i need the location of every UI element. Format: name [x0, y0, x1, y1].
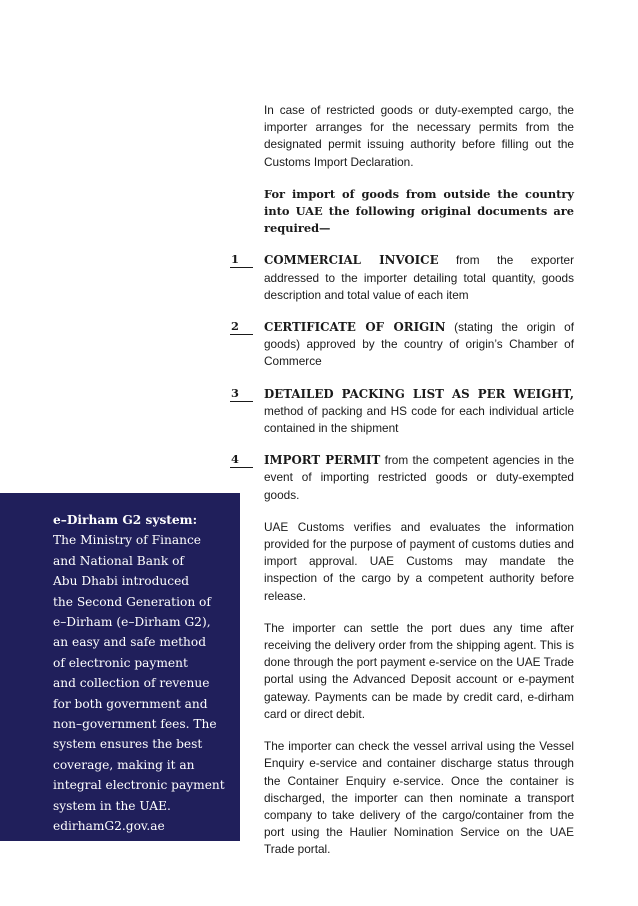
sidebar-line: Abu Dhabi introduced	[53, 574, 190, 589]
sidebar-line: system ensures the best	[53, 737, 203, 752]
sidebar-line: for both government and	[53, 696, 208, 711]
sidebar-line: non–government fees. The	[53, 717, 217, 732]
vessel-paragraph: The importer can check the vessel arrival using the Vessel Enquiry e-service and container discharge status through the Container Enquiry e-service. Once the container is discharged, the importer can then nominate a transport company to take delivery of the cargo/container from the port using the Haulier Nomination Service on the UAE Trade portal.	[264, 739, 574, 857]
list-item	[231, 452, 574, 504]
sidebar-line: an easy and safe method	[53, 635, 207, 650]
sidebar-line: the Second Generation of	[53, 594, 211, 609]
item-number: 4	[230, 452, 253, 468]
item-text: (stating the origin of goods) approved by the country of origin’s Chamber of Commerce	[264, 320, 574, 369]
documents-lead: For import of goods from outside the country into UAE the following original documents are required—	[264, 186, 574, 236]
sidebar-line: system in the UAE.	[53, 798, 171, 813]
sidebar-line: of electronic payment	[53, 655, 188, 670]
list-item	[231, 252, 574, 304]
port-dues-paragraph: The importer can settle the port dues any time after receiving the delivery order from the shipping agent. This is done through the port payment e-service on the UAE Trade portal using the Advanced Deposit account or e-payment gateway. Payments can be made by credit card, e-dirham card or direct debit.	[264, 620, 574, 721]
sidebar-line: and National Bank of	[53, 553, 184, 568]
item-text: from the exporter addressed to the importer detailing total quantity, goods description and total value of each item	[264, 253, 574, 302]
intro-paragraph: In case of restricted goods or duty-exempted cargo, the importer arranges for the necessary permits from the designated permit issuing authority before filling out the Customs Import Declaration.	[264, 103, 574, 169]
sidebar-text	[53, 510, 238, 837]
list-item	[231, 319, 574, 371]
sidebar-line: and collection of revenue	[53, 676, 210, 691]
sidebar-line: integral electronic payment	[53, 778, 225, 793]
item-title: IMPORT PERMIT	[264, 453, 381, 468]
item-number: 2	[230, 319, 253, 335]
item-number: 3	[230, 386, 253, 402]
sidebar-line: The Ministry of Finance	[53, 533, 202, 548]
item-text: from the competent agencies in the event of importing restricted goods or duty-exempted goods.	[264, 453, 574, 502]
main-text-column	[231, 102, 574, 859]
item-text: method of packing and HS code for each individual article contained in the shipment	[264, 403, 574, 436]
customs-paragraph: UAE Customs verifies and evaluates the information provided for the purpose of payment of customs duties and import approval. UAE Customs may mandate the inspection of the cargo by a competent authority before release.	[264, 519, 574, 603]
item-title: COMMERCIAL INVOICE	[264, 253, 439, 268]
item-title: CERTIFICATE OF ORIGIN	[264, 320, 446, 335]
sidebar-info-box	[0, 493, 240, 841]
list-item	[231, 385, 574, 438]
sidebar-title: e–Dirham G2 system:	[53, 513, 198, 527]
sidebar-line: coverage, making it an	[53, 757, 195, 772]
sidebar-line: e–Dirham (e–Dirham G2),	[53, 615, 211, 630]
sidebar-link: edirhamG2.gov.ae	[53, 819, 165, 834]
item-title: DETAILED PACKING LIST AS PER WEIGHT,	[264, 386, 574, 401]
item-number: 1	[230, 252, 253, 268]
